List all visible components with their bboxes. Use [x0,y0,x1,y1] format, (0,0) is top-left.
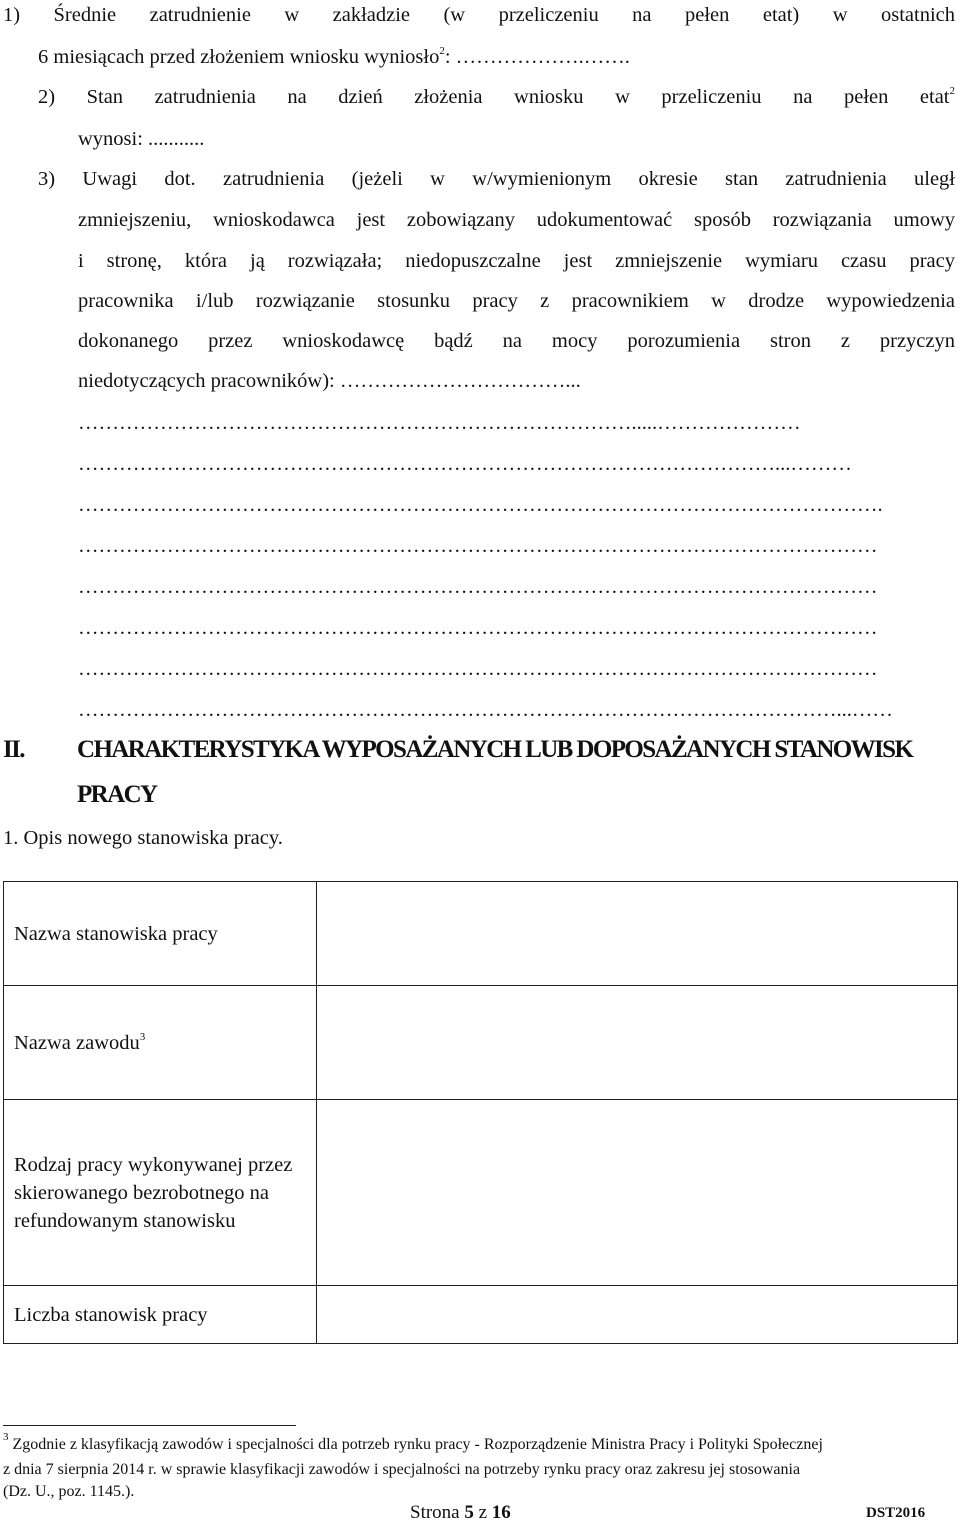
table-row [4,882,958,986]
dotted-line: ……………………………………………………………………………………………………… [78,658,878,680]
dotted-line: ……………………………………………………………………….....………………… [78,412,801,434]
table-row [4,986,958,1100]
document-code: DST2016 [866,1505,926,1521]
footnote-text: Zgodnie z klasyfikacją zawodów i specjalności dla potrzeb rynku pracy - Rozporządzenie Ministra Pracy i Polityki Społecznej [12,1436,823,1453]
dotted-line: ………………………………………………………………………………………………………. [78,494,883,516]
footnote-separator [3,1425,296,1426]
dotted-line: ……………………………………………………………………………………………………… [78,535,878,557]
footnote-line: (Dz. U., poz. 1145.). [3,1483,135,1500]
page-prefix: Strona [410,1502,460,1523]
page-separator: z [478,1502,488,1523]
item3-last-line: niedotyczących pracowników): ……………………………... [78,370,581,392]
item2-line1-text: 2) Stan zatrudnienia na dzień złożenia wniosku w przeliczeniu na pełen etat [38,86,950,108]
item1-line1: 1) Średnie zatrudnienie w zakładzie (w przeliczeniu na pełen etat) w ostatnich [3,4,955,26]
page-number [410,1502,511,1524]
occupation-field[interactable] [317,986,958,1100]
item2-line2: wynosi: ........... [78,128,205,150]
item3-line: 3) Uwagi dot. zatrudnienia (jeżeli w w/wymienionym okresie stan zatrudnienia uległ [38,168,955,190]
dotted-line: …………………………………………………………………………………………...……… [78,453,852,475]
item3-line: i stronę, która ją rozwiązała; niedopuszczalne jest zmniejszenie wymiaru czasu pracy [78,250,955,272]
row-label [4,986,317,1100]
row-label: Liczba stanowisk pracy [4,1286,317,1344]
item3-line: pracownika i/lub rozwiązanie stosunku pracy z pracownikiem w drodze wypowiedzenia [78,290,955,312]
section-title-cont: PRACY [77,781,157,808]
footnote-number: 3 [3,1431,9,1443]
item3-line: dokonanego przez wnioskodawcę bądź na mocy porozumienia stron z przyczyn [78,330,955,352]
page-total: 16 [491,1502,511,1523]
footnote-line [3,1431,823,1454]
item2-line1 [38,86,955,109]
footnote-ref-2: 2 [439,45,445,57]
table-row [4,1100,958,1286]
section-numeral: II. [3,736,24,763]
positions-count-field[interactable] [317,1286,958,1344]
footnote-ref-3: 3 [139,1030,146,1043]
item1-line2 [38,46,630,69]
position-description-table [3,881,958,1344]
job-title-field[interactable] [317,882,958,986]
footnote-ref-2b: 2 [949,85,955,97]
page-current: 5 [464,1502,474,1523]
row-label-text: Nazwa zawodu [14,1031,140,1054]
item1-line2-text: 6 miesiącach przed złożeniem wniosku wyniosło [38,46,440,68]
dotted-line: …………………………………………………………………………………………………...…… [78,699,893,721]
dotted-line: ……………………………………………………………………………………………………… [78,617,878,639]
row-label: Rodzaj pracy wykonywanej przez skierowanego bezrobotnego na refundowanym stanowisku [4,1100,317,1286]
dotted-line: ……………………………………………………………………………………………………… [78,576,878,598]
item3-line: zmniejszeniu, wnioskodawca jest zobowiązany udokumentować sposób rozwiązania umowy [78,209,955,231]
subsection-title: 1. Opis nowego stanowiska pracy. [3,827,283,849]
footnote-line: z dnia 7 sierpnia 2014 r. w sprawie klasyfikacji zawodów i specjalności na potrzeby rynku pracy oraz zakresu jej stosowania [3,1461,801,1478]
item1-fill-dots: : ……………….……. [444,46,630,68]
table-row [4,1286,958,1344]
work-type-field[interactable] [317,1100,958,1286]
row-label: Nazwa stanowiska pracy [4,882,317,986]
section-title: CHARAKTERYSTYKA WYPOSAŻANYCH LUB DOPOSAŻANYCH STANOWISK [77,736,913,763]
